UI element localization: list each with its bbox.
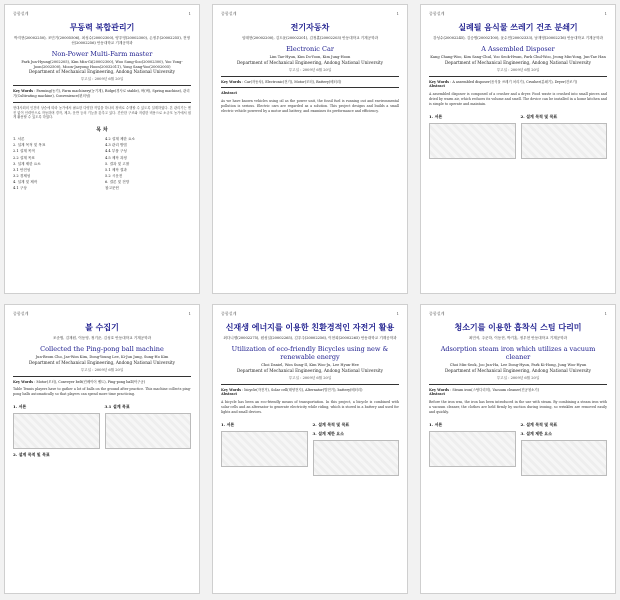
two-column-body	[429, 111, 607, 162]
section-heading: 3. 설계 제한 요소	[312, 430, 345, 436]
keywords-label: Key Words	[429, 387, 450, 392]
keywords-text: : Steam iron(스팀다리미), Vacuum cleaner(진공청소기)	[450, 387, 540, 392]
text-block	[429, 431, 516, 467]
keywords-text: : Motor(모터), Conveyer belt(컨베이어 벨트), Ping-pong ball(탁구공)	[34, 379, 146, 384]
header-label: 종합설계	[221, 311, 237, 316]
received-date: 투고일 : 2009년 6월 20일	[496, 67, 540, 72]
section-heading: 2. 설계 목적 및 목표	[520, 421, 558, 427]
document-page-4	[4, 304, 200, 594]
authors-english: Choi Daniel, Won Sung-Il, Kim Woo-Ju, Lee Hyun-Hee	[261, 362, 359, 367]
paper-title-korean: 청소기를 이용한 흡착식 스팀 다리미	[454, 322, 582, 332]
toc-item: 5.2 시운전	[105, 173, 123, 178]
divider	[429, 384, 607, 385]
toc-item: 5. 결과 및 고찰	[105, 161, 130, 166]
section-heading: 3. 설계 제한 요소	[520, 430, 553, 436]
paper-title-korean: 실례될 음식물 쓰레기 건조 분쇄기	[458, 22, 578, 32]
document-page-2	[212, 4, 408, 294]
header-label: 종합설계	[429, 311, 445, 316]
authors-korean: 조준범, 김재원, 이동영, 정기준, 김성호 안동대학교 기계공학과	[52, 336, 152, 340]
abstract	[429, 84, 607, 89]
header-label: 종합설계	[429, 11, 445, 16]
two-column-body	[13, 401, 191, 459]
divider	[221, 76, 399, 77]
keywords	[13, 380, 191, 385]
department: Department of Mechanical Engineering, Andong National University	[28, 359, 176, 365]
abstract-heading: Abstract	[429, 392, 446, 397]
abstract-text: A assembled disposer is composed of a crusher and a dryer. Food waste is crushed into small pieces and dried by warm air, which reduces its volume and smell. The device can be installed in a home kitchen and is simple to operate and maintain.	[429, 92, 607, 106]
toc-item: 5.1 제작 결과	[105, 167, 127, 172]
abstract-text: A bicycle has been an eco-friendly means of transportation. In this project, a bicycle is combined with solar cells and an alternator to generate electricity while riding, which is stored in a battery and used for lights and small devices.	[221, 400, 399, 414]
toc-item: 6. 결론 및 전망	[105, 179, 130, 184]
keywords-text: : Car(자동차), Electronic(전기), Motor(모터), Battery(배터리)	[242, 79, 342, 84]
body-text: 현대사회의 인건비 상승에 따라 농가에서 필요한 다양한 작업을 하나의 장비로 수행할 수 있도록 설계하였다. 본 관리기는 엔진 없이 인력만으로 작동하며 경작, 제초, 운반 등의 기능을 갖추고 있다. 간단한 구조와 저렴한 비용으로 소규모 농가에서 쉽게 활용할 수 있도록 하였다.	[13, 105, 191, 120]
department: Department of Mechanical Engineering, Andong National University	[236, 59, 384, 65]
document-page-5	[212, 304, 408, 594]
authors-korean: 강성수(20002245), 김승범(20002100), 윤수민(20002333), 남재영(20002216) 안동대학교 기계공학과	[433, 36, 603, 40]
toc-item: 3.2 경제성	[13, 173, 31, 178]
received-date: 투고일 : 2009년 6월 20일	[80, 77, 124, 82]
authors-english: Park Jun-Hyung(2002205), Kim Min-Gi(20002300), Woo Sung-Soo(20002300), Yoo Yong-Joon(2002500), Moon-Jaeyong Hoon(20032011), Yong Sang-Yoo(20002005)	[21, 59, 183, 69]
text-block	[313, 440, 400, 476]
divider	[221, 87, 399, 88]
page-header	[221, 311, 399, 317]
text-block	[521, 123, 608, 159]
department: Department of Mechanical Engineering, Andong National University	[444, 59, 592, 65]
toc-item: 1. 서론	[13, 137, 25, 142]
toc-title: 목 차	[96, 127, 108, 134]
paper-title-english: A Assembled Disposer	[481, 44, 555, 53]
abstract-heading: Abstract	[221, 91, 238, 96]
page-header	[429, 11, 607, 17]
department: Department of Mechanical Engineering, Andong National University	[236, 367, 384, 373]
divider	[221, 384, 399, 385]
section-heading: 2. 설계 목적 및 목표	[312, 421, 350, 427]
section-heading: 1. 서론	[429, 421, 443, 427]
authors-english: Choi Min-Seok, Joo Jun-Ha, Lee Dong-Hyun, Park Ki-Hong, Jung Woo-Hyun	[449, 362, 587, 367]
abstract-heading: Abstract	[221, 392, 238, 397]
keywords-label: Key Words	[13, 89, 34, 94]
paper-title-english: Adsorption steam iron which utilizes a vacuum cleaner	[440, 344, 596, 361]
left-column	[221, 419, 308, 479]
toc-item: 4.5 제작 과정	[105, 155, 127, 160]
toc-item: 2.1 설계 목적	[13, 149, 35, 154]
keywords	[13, 89, 191, 99]
left-column	[429, 419, 516, 479]
toc-item: 참고문헌	[105, 186, 119, 191]
right-column	[521, 419, 608, 479]
paper-title-korean: 무동력 복합관리기	[69, 22, 135, 32]
abstract-text: Table Tennis players have to gather a lot of balls on the ground after practice. This machine collects ping-pong balls automatically so that players can spend more time practicing.	[13, 387, 191, 397]
toc-item: 4.3 관리 방법	[105, 143, 127, 148]
toc-item: 4.2 설계 제한 요소	[105, 137, 135, 142]
page-header	[13, 311, 191, 317]
page-number: 1	[188, 311, 191, 316]
paper-title-korean: 전기자동차	[290, 22, 330, 32]
authors-korean: 최민석, 주준하, 이동현, 박기홍, 정우현 안동대학교 기계공학과	[468, 336, 568, 340]
received-date: 투고일 : 2009년 6월 20일	[288, 375, 332, 380]
paper-title-english: Collected the Ping-pong ball machine	[40, 344, 164, 353]
page-header	[13, 11, 191, 17]
toc-right-column	[105, 136, 191, 191]
right-column	[105, 401, 192, 459]
page-number: 1	[188, 11, 191, 16]
section-heading: 1. 서론	[13, 403, 27, 409]
document-page-1	[4, 4, 200, 294]
authors-korean: 박지현(20002250), 조민기(20005506), 최성수(20002300), 양우영(20002300), 손정우(20002255), 전영선(20002256) 안동대학교 기계공학과	[14, 36, 190, 45]
keywords	[221, 80, 399, 85]
divider	[429, 76, 607, 77]
document-page-3	[420, 4, 616, 294]
authors-english: Kang Chang-Woo, Kim Sang-Chul, Yoo Seok-Hwan, Park Chul-Woo, Jeong Min-Yong, Jun-Tae Han	[430, 54, 606, 59]
toc-item: 2.2 설계 목표	[13, 155, 35, 160]
header-label: 종합설계	[13, 11, 29, 16]
right-column	[313, 419, 400, 479]
left-column	[429, 111, 516, 162]
text-block	[429, 123, 516, 159]
department: Department of Mechanical Engineering, Andong National University	[28, 69, 176, 75]
text-block	[105, 413, 192, 449]
divider	[13, 376, 191, 377]
keywords-label: Key Words	[221, 387, 242, 392]
right-column	[521, 111, 608, 162]
abstract	[221, 392, 399, 397]
page-number: 1	[604, 11, 607, 16]
page-number: 1	[396, 11, 399, 16]
two-column-body	[429, 419, 607, 479]
received-date: 투고일 : 2009년 6월 20일	[80, 367, 124, 372]
keywords-label: Key Words	[13, 379, 34, 384]
authors-english: Jun-Beom Cho, Jae-Won Kim, Dong-Young Lee, Ki-Jun Jung, Sung-Ho Kim	[35, 354, 169, 359]
keywords-text: : A assembled disposer(음식물 쓰레기 처리기), Crusher(분쇄기), Dryer(건조기)	[450, 79, 578, 84]
abstract	[429, 392, 607, 397]
toc-item: 4.1 구상	[13, 186, 27, 191]
toc-item: 4.4 부품 구성	[105, 149, 127, 154]
toc-item: 4. 설계 및 제작	[13, 179, 38, 184]
authors-english: Lim Tae-Hyun, Kim Do-Yoon, Kim Jung-Hoon	[269, 54, 351, 59]
section-heading: 3.1 설계 목표	[104, 403, 130, 409]
abstract-text: As we have known vehicles using oil as the power unit, the fossil fuel is running out and environmental pollution is serious. Electric cars are regarded as a solution. This project designs and builds a small electric vehicle powered by a motor and battery, and examines its performance and efficiency.	[221, 99, 399, 113]
section-heading: 1. 서론	[429, 113, 443, 119]
header-label: 종합설계	[13, 311, 29, 316]
paper-title-english: Non-Power Multi-Farm master	[51, 49, 153, 58]
authors-korean: 임태현(20002200), 김도윤(20002201), 김정훈(20002203) 안동대학교 기계공학과	[241, 36, 379, 40]
table-of-contents	[13, 136, 191, 191]
toc-item: 3.1 안전성	[13, 167, 31, 172]
abstract-heading: Abstract	[429, 84, 446, 89]
section-heading: 2. 설계 목적 및 목표	[520, 113, 558, 119]
divider	[13, 85, 191, 86]
divider	[13, 102, 191, 103]
left-column	[13, 401, 100, 459]
text-block	[521, 440, 608, 476]
page-header	[429, 311, 607, 317]
abstract-text: Before the iron was, the iron has been introduced in the use with steam. By combining a steam iron with a vacuum cleaner, the clothes are held firmly by suction during ironing, so wrinkles are removed easily and quickly.	[429, 400, 607, 414]
page-number: 1	[604, 311, 607, 316]
keywords-label: Key Words	[429, 79, 450, 84]
toc-item: 3. 설계 제한 요소	[13, 161, 41, 166]
text-block	[221, 431, 308, 467]
received-date: 투고일 : 2009년 6월 20일	[288, 67, 332, 72]
received-date: 투고일 : 2009년 6월 20일	[496, 375, 540, 380]
section-heading: 1. 서론	[221, 421, 235, 427]
paper-title-english: Electronic Car	[286, 44, 334, 53]
keywords-label: Key Words	[221, 79, 242, 84]
document-page-6	[420, 304, 616, 594]
abstract-label	[221, 91, 399, 96]
two-column-body	[221, 419, 399, 479]
paper-title-korean: 볼 수집기	[85, 322, 119, 332]
text-block	[13, 413, 100, 449]
page-header	[221, 11, 399, 17]
header-label: 종합설계	[221, 11, 237, 16]
toc-item: 2. 설계 목적 및 목표	[13, 143, 46, 148]
keywords-text: : bicycle(자전거), Solar cell(태양전지), Alternator(발전기), battery(배터리)	[242, 387, 363, 392]
paper-title-korean: 신재생 에너지를 이용한 친환경적인 자전거 활용	[225, 322, 395, 332]
authors-korean: 최다니엘(20002275), 원성일(20002265), 김우주(20002256), 이현희(20002265) 안동대학교 기계공학과	[223, 336, 397, 340]
page-number: 1	[396, 311, 399, 316]
section-heading: 2. 설계 목적 및 목표	[13, 451, 50, 457]
toc-left-column	[13, 136, 99, 191]
keywords-text: : Farming(농기), Farm machinery(농기계), Ridge(경사로 stable), 벼(벼), Spring machine), 관리기(Cultivating machine), Convenience(편의성)	[13, 89, 190, 99]
paper-title-english: Utilization of eco-friendly Bicycles using new & renewable energy	[231, 344, 389, 361]
department: Department of Mechanical Engineering, Andong National University	[444, 367, 592, 373]
